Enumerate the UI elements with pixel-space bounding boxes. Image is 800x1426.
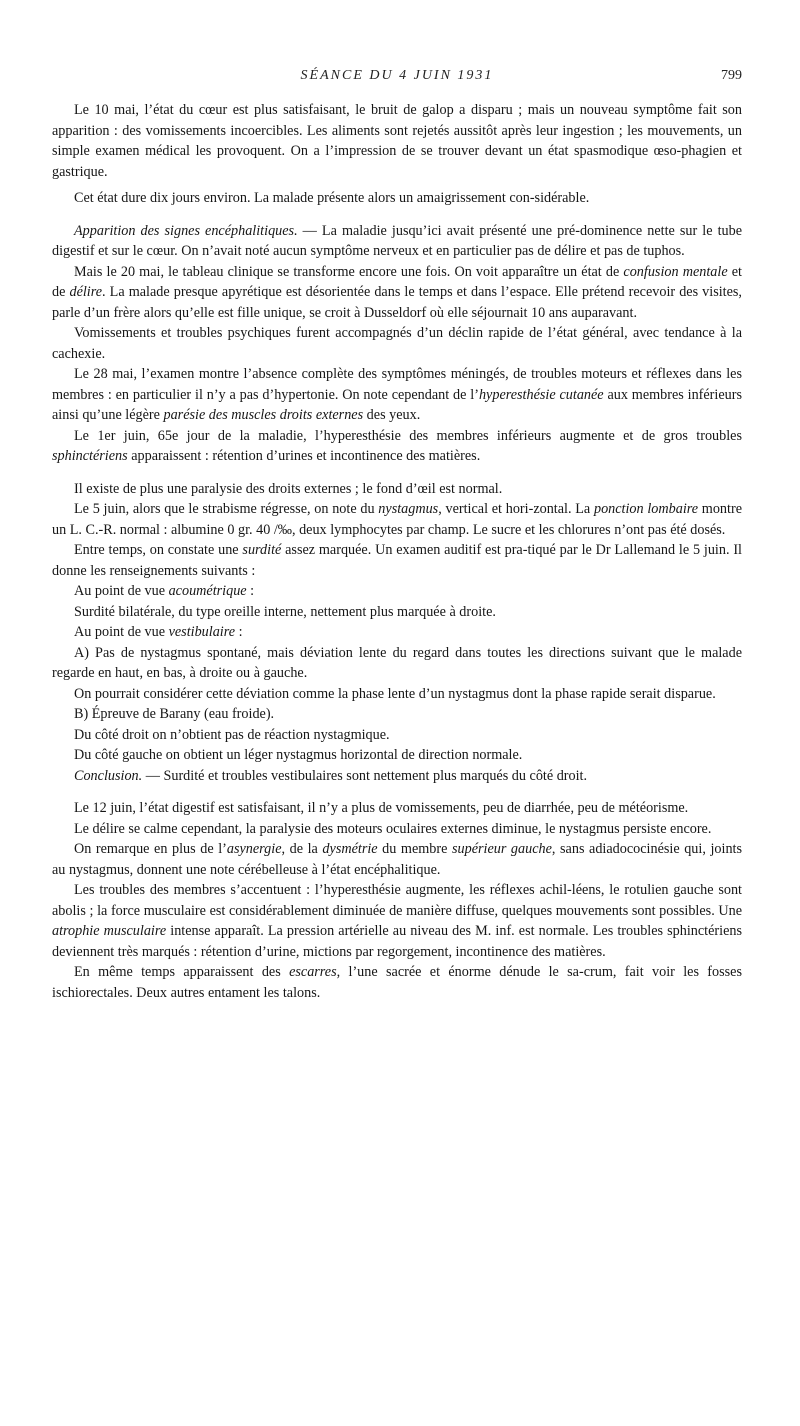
italic-text: ponction lombaire: [593, 501, 699, 517]
italic-text: supérieur gauche: [451, 841, 552, 857]
paragraph: [52, 262, 742, 324]
paragraph: [52, 188, 742, 209]
text-run: Le 10 mai, l’état du cœur est plus satisfaisant, le bruit de galop a disparu ; mais un nouveau symptôme fait son apparition : des vomissements incoercibles. Les aliments sont rejetés aussitôt après leur ingestion ; les mouvements, un simple examen médical les provoquent. On a l’impression de se trouver devant un état spasmodique œso-phagien et gastrique.: [52, 102, 742, 180]
text-run: montre un L. C.-R. normal : albumine 0 gr. 40 /‰, deux lymphocytes par champ. Le sucre et les chlorures n’ont pas été dosés.: [52, 501, 742, 538]
paragraph: [52, 100, 742, 182]
text-run: Au point de vue: [74, 624, 169, 640]
text-run: aux membres inférieurs ainsi qu’une légère: [52, 386, 742, 423]
italic-text: Conclusion.: [74, 767, 143, 784]
paragraph: [52, 798, 742, 819]
paragraph: [52, 581, 742, 602]
paragraph: [52, 364, 742, 426]
italic-text: acoumétrique: [168, 583, 247, 599]
italic-text: délire: [69, 284, 103, 300]
text-run: B) Épreuve de Barany (eau froide).: [74, 706, 275, 722]
paragraph: [52, 426, 742, 467]
text-run: des yeux.: [363, 407, 421, 423]
text-run: Vomissements et troubles psychiques furent accompagnés d’un déclin rapide de l’état général, avec tendance à la cachexie.: [52, 325, 742, 362]
text-run: assez marquée. Un examen auditif est pra-tiqué par le Dr Lallemand le 5 juin. Il donne les renseignements suivants :: [52, 542, 742, 579]
text-run: , vertical et hori-zontal. La: [438, 501, 594, 517]
paragraph: [52, 622, 742, 643]
text-run: — Surdité et troubles vestibulaires sont nettement plus marqués du côté droit.: [142, 767, 588, 784]
paragraph: [52, 499, 742, 540]
text-run: :: [235, 624, 243, 640]
italic-text: confusion mentale: [623, 263, 728, 280]
text-run: , sans adiadococinésie qui, joints au nystagmus, donnent une note cérébelleuse à l’état encéphalitique.: [52, 841, 742, 878]
text-run: Surdité bilatérale, du type oreille interne, nettement plus marquée à droite.: [74, 603, 496, 620]
paragraph: [52, 880, 742, 962]
italic-text: parésie des muscles droits externes: [163, 407, 364, 423]
paragraph: [52, 479, 742, 500]
text-run: Le 28 mai, l’examen montre l’absence complète des symptômes méningés, de troubles moteurs et réflexes dans les membres : en particulier il n’y a pas d’hypertonie. On note cependant de l’: [52, 366, 742, 403]
text-run: . La malade presque apyrétique est désorientée dans le temps et dans l’espace. Elle prétend recevoir des visites, parle d’un frère alors qu’elle est fille unique, se croit à Dusseldorf où elle séjournait 10 ans auparavant.: [52, 284, 742, 321]
text-run: On pourrait considérer cette déviation comme la phase lente d’un nystagmus dont la phase rapide serait disparue.: [74, 685, 716, 702]
paragraph: [52, 684, 742, 705]
text-run: apparaissent : rétention d’urines et incontinence des matières.: [127, 448, 481, 464]
body-text: [52, 100, 742, 1003]
text-run: Mais le 20 mai, le tableau clinique se transforme encore une fois. On voit apparaître un état de: [74, 263, 624, 280]
text-run: Au point de vue: [74, 583, 169, 599]
text-run: Le 5 juin, alors que le strabisme régresse, on note du: [74, 501, 379, 517]
running-title: SÉANCE DU 4 JUIN 1931: [300, 68, 494, 83]
text-run: A) Pas de nystagmus spontané, mais déviation lente du regard dans toutes les directions suivant que le malade regarde en haut, en bas, à droite ou à gauche.: [52, 644, 742, 681]
text-run: En même temps apparaissent des: [74, 964, 290, 980]
italic-text: asynergie: [226, 841, 282, 857]
paragraph: [52, 745, 742, 766]
italic-text: Apparition des signes encéphalitiques.: [74, 222, 298, 239]
italic-text: escarres: [289, 964, 337, 980]
paragraph: [52, 221, 742, 262]
italic-text: surdité: [242, 542, 282, 558]
paragraph: [52, 725, 742, 746]
text-run: Cet état dure dix jours environ. La malade présente alors un amaigrissement con-sidérable.: [74, 190, 590, 206]
text-run: Il existe de plus une paralysie des droits externes ; le fond d’œil est normal.: [74, 480, 503, 497]
paragraph: [52, 704, 742, 725]
text-run: Le délire se calme cependant, la paralysie des moteurs oculaires externes diminue, le nystagmus persiste encore.: [74, 820, 712, 837]
paragraph: [52, 819, 742, 840]
italic-text: nystagmus: [378, 501, 439, 517]
paragraph: [52, 323, 742, 364]
text-run: Le 1er juin, 65e jour de la maladie, l’hyperesthésie des membres inférieurs augmente et de gros troubles: [74, 427, 742, 444]
paragraph: [52, 766, 742, 787]
page-number: 799: [721, 68, 742, 83]
text-run: Le 12 juin, l’état digestif est satisfaisant, il n’y a plus de vomissements, peu de diarrhée, peu de météorisme.: [74, 800, 689, 816]
text-run: Les troubles des membres s’accentuent : l’hyperesthésie augmente, les réflexes achil-léens, le rotulien gauche sont abolis ; la force musculaire est considérablement diminuée de manière diffuse, quelques mouvements sont possibles. Une: [52, 882, 742, 919]
text-run: , l’une sacrée et énorme dénude le sa-crum, fait voir les fosses ischiorectales. Deux autres entament les talons.: [52, 964, 742, 1001]
text-run: et de: [52, 263, 742, 300]
text-run: Du côté droit on n’obtient pas de réaction nystagmique.: [74, 726, 390, 743]
paragraph: [52, 540, 742, 581]
paragraph: [52, 602, 742, 623]
paragraph: [52, 643, 742, 684]
running-header: [52, 68, 742, 92]
text-run: Du côté gauche on obtient un léger nystagmus horizontal de direction normale.: [74, 747, 523, 763]
paragraph: [52, 839, 742, 880]
text-run: :: [246, 583, 255, 599]
italic-text: hyperesthésie cutanée: [478, 386, 604, 403]
text-run: On remarque en plus de l’: [74, 841, 227, 857]
text-run: Entre temps, on constate une: [74, 542, 243, 558]
text-run: du membre: [377, 841, 452, 857]
italic-text: dysmétrie: [322, 841, 378, 857]
text-run: , de la: [281, 841, 323, 857]
paragraph: [52, 962, 742, 1003]
text-run: intense apparaît. La pression artérielle au niveau des M. inf. est normale. Les troubles sphinctériens deviennent très marqués : rétention d’urine, mictions par regorgement, incontinence des matières.: [52, 923, 742, 960]
italic-text: vestibulaire: [168, 624, 236, 640]
italic-text: atrophie musculaire: [52, 923, 167, 939]
text-run: — La maladie jusqu’ici avait présenté une pré-dominence nette sur le tube digestif et sur le cœur. On n’avait noté aucun symptôme nerveux et en particulier pas de délire et pas de tuphos.: [52, 222, 742, 259]
italic-text: sphinctériens: [52, 448, 128, 464]
